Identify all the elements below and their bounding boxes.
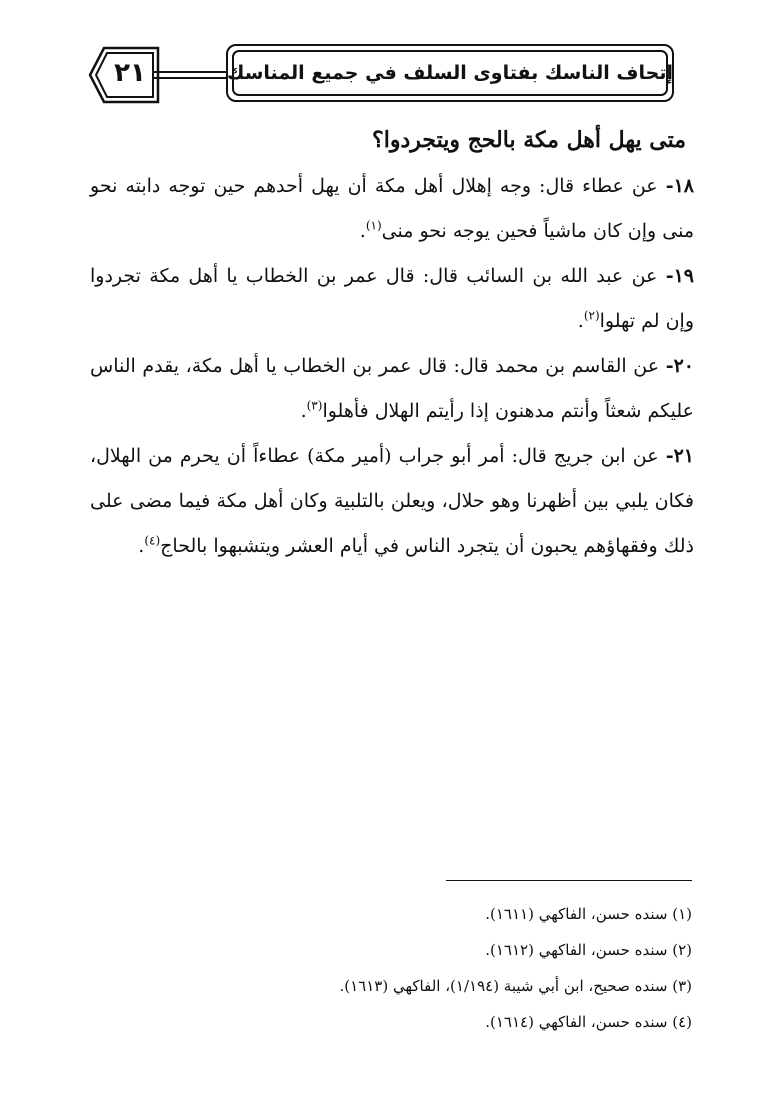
footnote-ref: (١) xyxy=(365,218,382,233)
header-connector xyxy=(154,70,226,80)
book-title: إتحاف الناسك بفتاوى السلف في جميع المناسك xyxy=(227,62,673,84)
paragraph: ١٩- عن عبد الله بن السائب قال: قال عمر بن الخطاب يا أهل مكة تجردوا وإن لم تهلوا$^{(٢)}$. xyxy=(90,265,694,332)
footnote-ref: (٤) xyxy=(144,533,161,548)
paragraph-text: عن عطاء قال: وجه إهلال أهل مكة أن يهل أحدهم حين توجه دابته نحو منى وإن كان ماشياً فحين يوجه نحو منى xyxy=(90,175,694,242)
paragraph-number: ٢١- xyxy=(665,445,694,467)
paragraph: ٢٠- عن القاسم بن محمد قال: قال عمر بن الخطاب يا أهل مكة، يقدم الناس عليكم شعثاً وأنتم مدهنون إذا رأيتم الهلال فأهلوا$^{(٣)}$. xyxy=(90,355,694,422)
paragraph: ١٨- عن عطاء قال: وجه إهلال أهل مكة أن يهل أحدهم حين توجه دابته نحو منى وإن كان ماشياً فحين يوجه نحو منى$^{(١)}$. xyxy=(90,175,694,242)
paragraph-number: ١٩- xyxy=(665,265,694,287)
footnote: (١) سنده حسن، الفاكهي (١٦١١). xyxy=(485,905,692,923)
paragraph-number: ١٨- xyxy=(665,175,694,197)
footnote: (٤) سنده حسن، الفاكهي (١٦١٤). xyxy=(485,1013,692,1031)
paragraph-text: عن القاسم بن محمد قال: قال عمر بن الخطاب يا أهل مكة، يقدم الناس عليكم شعثاً وأنتم مدهنون إذا رأيتم الهلال فأهلوا xyxy=(90,355,694,422)
footnote-separator xyxy=(446,880,692,881)
main-content xyxy=(90,122,694,569)
footnote: (٣) سنده صحيح، ابن أبي شيبة (١/١٩٤)، الفاكهي (١٦١٣). xyxy=(339,977,692,995)
paragraph-text: عن ابن جريج قال: أمر أبو جراب (أمير مكة) عطاءاً أن يحرم من الهلال، فكان يلبي بين أظهرنا وهو حلال، ويعلن بالتلبية وكان أهل مكة فيما مضى على ذلك وفقهاؤهم يحبون أن يتجرد الناس في أيام العشر ويتشبهوا بالحاج xyxy=(90,445,694,557)
page-number: ٢١ xyxy=(114,58,146,88)
paragraph-text: عن عبد الله بن السائب قال: قال عمر بن الخطاب يا أهل مكة تجردوا وإن لم تهلوا xyxy=(90,265,694,332)
footnotes xyxy=(120,896,692,1040)
footnote: (٢) سنده حسن، الفاكهي (١٦١٢). xyxy=(485,941,692,959)
footnote-ref: (٣) xyxy=(306,398,323,413)
book-title-frame xyxy=(226,44,674,102)
paragraph-number: ٢٠- xyxy=(665,355,694,377)
page-header xyxy=(86,44,678,106)
footnote-ref: (٢) xyxy=(583,308,600,323)
paragraph: ٢١- عن ابن جريج قال: أمر أبو جراب (أمير مكة) عطاءاً أن يحرم من الهلال، فكان يلبي بين أظهرنا وهو حلال، ويعلن بالتلبية وكان أهل مكة فيما مضى على ذلك وفقهاؤهم يحبون أن يتجرد الناس في أيام العشر ويتشبهوا بالحاج$^{(٤)}$. xyxy=(90,445,694,557)
section-title: متى يهل أهل مكة بالحج ويتجردوا؟ xyxy=(372,127,686,153)
